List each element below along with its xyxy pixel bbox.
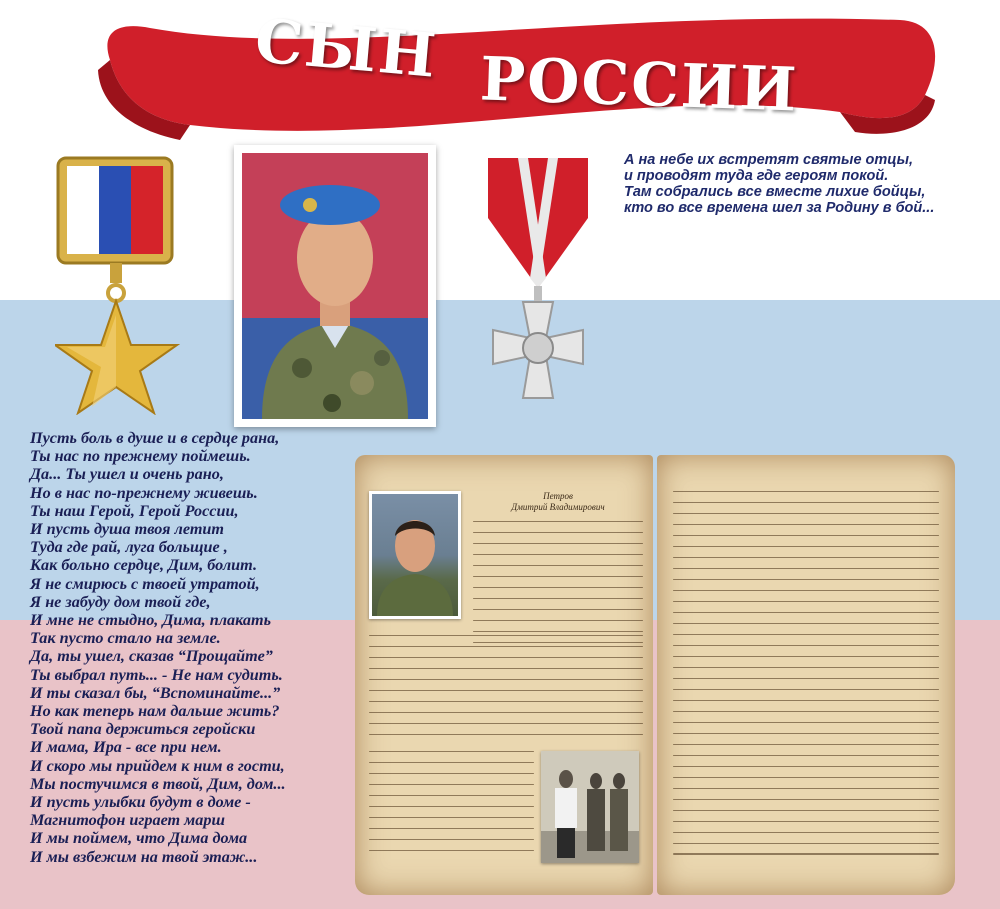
poem-line: И мне не стыдно, Дима, плакать	[30, 611, 272, 630]
book-portrait-photo	[369, 491, 461, 619]
poem-top-right	[624, 152, 994, 216]
book-fullname: Дмитрий Владимирович	[511, 502, 605, 512]
poem-line: Ты нас по прежнему поймешь.	[30, 447, 251, 466]
book-text-left-mid	[369, 635, 643, 745]
book-page-left	[355, 455, 653, 895]
book-page-right	[657, 455, 955, 895]
poem-line: Да, ты ушел, сказав “Прощайте”	[30, 647, 273, 666]
poem-line: И мы взбежим на твой этаж...	[30, 847, 258, 866]
hero-medal-icon	[55, 155, 180, 415]
poem-line: Ты выбрал путь... - Не нам судить.	[30, 665, 283, 684]
poem-line: И мама, Ира - все при нем.	[30, 738, 222, 757]
poem-line: Мы постучимся в твой, Дим, дом...	[30, 774, 286, 793]
book-text-right	[673, 491, 939, 864]
poem-line: И пусть душа твоя летит	[30, 520, 225, 539]
poem-line: Но в нас по-прежнему живешь.	[30, 483, 258, 502]
title-word-1: СЫН	[252, 6, 441, 92]
poem-line: Я не забуду дом твой где,	[30, 592, 211, 611]
book-text-left-bottom	[369, 751, 534, 861]
biography-book	[355, 455, 955, 895]
poem-top-line: Там собрались все вместе лихие бойцы,	[624, 184, 926, 200]
poem-line: Но как теперь нам дальше жить?	[30, 702, 280, 721]
book-surname: Петров	[543, 491, 573, 501]
book-heading	[473, 491, 643, 513]
poem-line: И мы поймем, что Дима дома	[30, 829, 248, 848]
poem-left	[30, 429, 360, 866]
poem-line: И ты сказал бы, “Вспоминайте...”	[30, 683, 281, 702]
title-word-2: РОССИИ	[478, 44, 800, 126]
poem-top-line: и проводят туда где героям покой.	[624, 168, 889, 184]
poem-top-line: А на небе их встретят святые отцы,	[624, 152, 914, 168]
poem-line: Твой папа держиться геройски	[30, 720, 256, 739]
poem-line: Я не смирюсь с твоей утратой,	[30, 574, 260, 593]
poem-line: Как больно сердце, Дим, болит.	[30, 556, 258, 575]
soldier-portrait	[234, 145, 436, 427]
poem-line: Ты наш Герой, Герой России,	[30, 501, 239, 520]
poem-line: Да... Ты ушел и очень рано,	[30, 465, 224, 484]
poem-line: Туда где рай, луга больщие ,	[30, 538, 228, 557]
poem-line: Магнитофон играет марш	[30, 811, 225, 830]
order-of-courage-icon	[478, 158, 598, 413]
poem-top-line: кто во все времена шел за Родину в бой...	[624, 200, 935, 216]
poem-line: Так пусто стало на земле.	[30, 629, 221, 648]
poem-line: И пусть улыбки будут в доме -	[30, 793, 251, 812]
book-text-left-top	[473, 521, 643, 653]
book-group-photo	[541, 751, 639, 863]
poem-line: И скоро мы прийдем к ним в гости,	[30, 756, 285, 775]
poem-line: Пусть боль в душе и в сердце рана,	[30, 429, 280, 447]
